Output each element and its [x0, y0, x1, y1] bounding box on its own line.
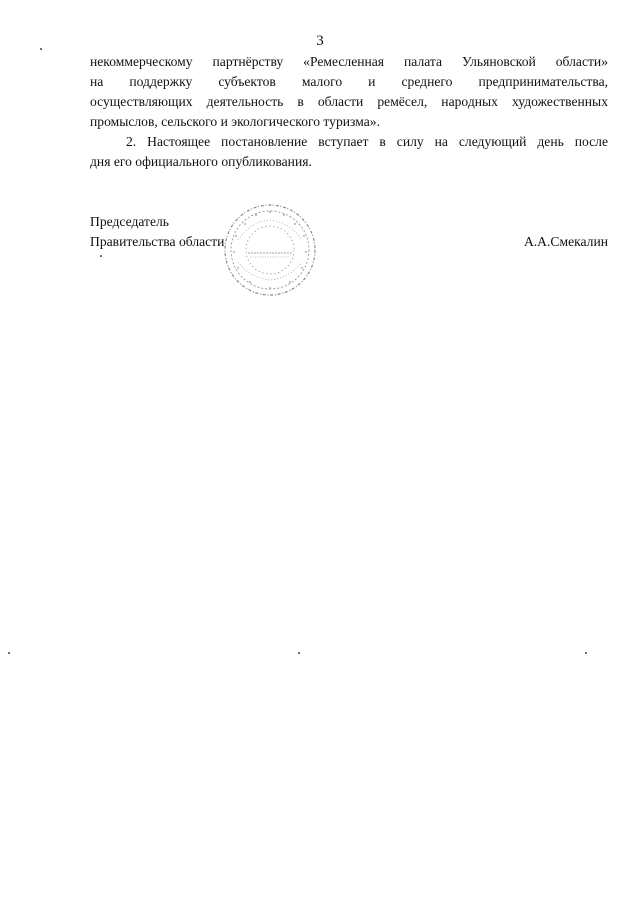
signatory-title — [90, 212, 224, 252]
signatory-title-line-1: Председатель — [90, 214, 169, 229]
paragraph-2-line-1: 2. Настоящее постановление вступает в силу на следующий день после — [126, 134, 608, 149]
scan-speck — [8, 652, 10, 654]
paragraph-1-line-4: промыслов, сельского и экологического туризма». — [90, 114, 380, 129]
signatory-title-line-2: Правительства области — [90, 234, 225, 249]
page-number: 3 — [316, 33, 324, 49]
paragraph-1-line-2: на поддержку субъектов малого и среднего предпринимательства, — [90, 74, 608, 89]
paragraph-1-line-3: осуществляющих деятельность в области ремёсел, народных художественных — [90, 94, 608, 109]
signatory-name: А.А.Смекалин — [523, 234, 608, 249]
scan-speck — [100, 255, 102, 257]
paragraph-2-line-2: дня его официального опубликования. — [90, 154, 312, 169]
scan-speck — [40, 48, 42, 50]
scan-speck — [585, 652, 587, 654]
paragraph-1-line-1: некоммерческому партнёрству «Ремесленная палата Ульяновской области» — [90, 54, 608, 69]
seal-stamp-icon — [220, 200, 320, 300]
document-body — [90, 52, 608, 172]
seal-stamp-graphic — [220, 200, 320, 300]
scan-speck — [298, 652, 300, 654]
